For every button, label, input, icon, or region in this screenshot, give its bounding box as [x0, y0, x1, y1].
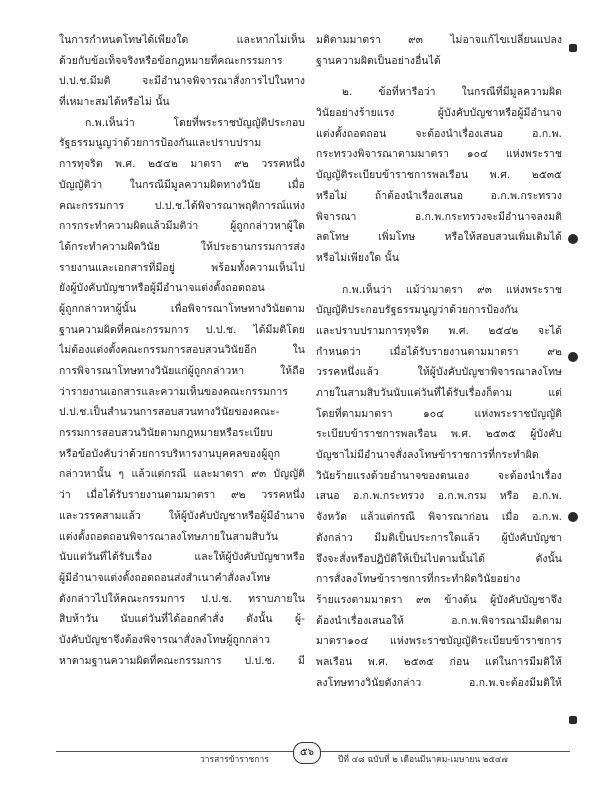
text-line: ฐานความผิดเป็นอย่างอื่นได้	[316, 54, 441, 67]
text-line: ก.พ.เห็นว่า แม้ว่ามาตรา ๙๓ แห่งพระราช	[342, 283, 562, 296]
text-line: ร้ายแรงตามมาตรา ๙๓ ข้างต้น ผู้บังคับบัญชาจึง	[316, 593, 562, 606]
text-line: และปราบปรามการทุจริต พ.ศ. ๒๕๔๒ จะได้	[316, 324, 562, 337]
text-line: กระทรวงพิจารณาตามมาตรา ๑๐๔ แห่งพระราช	[316, 148, 562, 161]
text-line: เสนอ อ.ก.พ.กระทรวง อ.ก.พ.กรม หรือ อ.ก.พ.	[316, 490, 562, 503]
text-line: มาตรา๑๐๔ แห่งพระราชบัญญัติระเบียบข้าราชการ	[316, 635, 562, 648]
text-line: ฐานความผิดที่คณะกรรมการ ป.ป.ช. ได้มีมติโดย	[59, 323, 305, 336]
text-line: มติตามมาตรา ๙๓ ไม่อาจแก้ไขเปลี่ยนแปลง	[316, 34, 562, 46]
binder-hole-lower	[568, 512, 578, 522]
text-line: คณะกรรมการ ป.ป.ช.ได้พิจารณาพฤติการณ์แห่ง	[59, 199, 305, 212]
text-line: โดยที่ตามมาตรา ๑๐๔ แห่งพระราชบัญญัติ	[316, 407, 562, 420]
text-line: ภายในสามสิบวันนับแต่วันที่ได้รับเรื่องก็ตาม แต่	[316, 387, 562, 399]
right-column-continuation	[316, 30, 562, 71]
text-line: ลงโทษทางวินัยดังกล่าว อ.ก.พ.จะต้องมีมติให้	[316, 676, 562, 689]
text-line: แต่งตั้งถอดถอน จะต้องนำเรื่องเสนอ อ.ก.พ.	[316, 127, 562, 140]
text-line: แต่งตั้งถอดถอนพิจารณาลงโทษภายในสามสิบวัน	[59, 530, 279, 543]
text-line: วรรคหนึ่งแล้ว ให้ผู้บังคับบัญชาพิจารณาลงโทษ	[316, 366, 562, 379]
text-line: ก.พ.เห็นว่า โดยที่พระราชบัญญัติประกอบ	[85, 116, 305, 129]
text-line: หาตามฐานความผิดที่คณะกรรมการ ป.ป.ช. มี	[59, 654, 305, 667]
text-line: จังหวัด แล้วแต่กรณี พิจารณาก่อน เมื่อ อ.ก.พ.	[316, 511, 562, 524]
text-line: ว่า เมื่อได้รับรายงานตามมาตรา ๙๒ วรรคหนึ่ง	[59, 489, 305, 502]
text-line: การกระทำความผิดแล้วมีมติว่า ผู้ถูกกล่าวหาผู้ใด	[59, 220, 305, 233]
text-line: ด้วยกับข้อเท็จจริงหรือข้อกฎหมายที่คณะกรรมการ	[59, 54, 283, 67]
text-line: การทุจริต พ.ศ. ๒๕๔๒ มาตรา ๙๒ วรรคหนึ่ง	[59, 158, 305, 171]
text-line: รัฐธรรมนูญว่าด้วยการป้องกันและปราบปราม	[59, 137, 262, 150]
binder-hole-middle	[568, 352, 578, 362]
text-line: กล่าวหานั้น ๆ แล้วแต่กรณี และมาตรา ๙๓ บัญญัติ	[59, 468, 305, 481]
text-line: ว่ารายงานเอกสารและความเห็นของคณะกรรมการ	[59, 385, 288, 398]
text-line: ดังกล่าว มีมติเป็นประการใดแล้ว ผู้บังคับบัญชา	[316, 531, 562, 544]
text-line: ต้องนำเรื่องเสนอให้ อ.ก.พ.พิจารณามีมติตาม	[316, 614, 562, 627]
text-line: การสั่งลงโทษข้าราชการที่กระทำผิดวินัยอย่าง	[316, 573, 521, 586]
text-line: บัญญัติระเบียบข้าราชการพลเรือน พ.ศ. ๒๕๓๕	[316, 169, 562, 182]
text-line: วินัยร้ายแรงด้วยอำนาจของตนเอง จะต้องนำเรื่อง	[316, 469, 562, 482]
right-column	[316, 30, 562, 693]
text-line: สิบห้าวัน นับแต่วันที่ได้ออกคำสั่ง ดังนั้น ผู้-	[59, 613, 305, 626]
text-line: จึงจะสั่งหรือปฏิบัติให้เป็นไปตามนั้นได้ ดังนั้น	[316, 552, 562, 565]
margin-mark-top	[569, 44, 577, 52]
binder-hole-upper	[568, 234, 578, 244]
text-line: ในการกำหนดโทษได้เพียงใด และหากไม่เห็น	[59, 34, 305, 46]
text-line: บัญญัติประกอบรัฐธรรมนูญว่าด้วยการป้องกัน	[316, 304, 519, 317]
opinion-two-paragraph	[316, 280, 562, 694]
text-line: หรือไม่ ถ้าต้องนำเรื่องเสนอ อ.ก.พ.กระทรวง	[316, 189, 562, 202]
text-line: กรรมการสอบสวนวินัยตามกฎหมายหรือระเบียบ	[59, 427, 273, 440]
text-line: ผู้มีอำนาจแต่งตั้งถอดถอนส่งสำเนาคำสั่งลงโทษ	[59, 571, 271, 584]
text-line: และวรรคสามแล้ว ให้ผู้บังคับบัญชาหรือผู้มีอำนาจ	[59, 509, 305, 522]
text-line: ดังกล่าวไปให้คณะกรรมการ ป.ป.ช. ทราบภายใน	[59, 592, 305, 605]
text-line: ลดโทษ เพิ่มโทษ หรือให้สอบสวนเพิ่มเติมได้	[316, 231, 562, 244]
text-line: ยังผู้บังคับบัญชาหรือผู้มีอำนาจแต่งตั้งถอดถอน	[59, 282, 265, 295]
footer-journal-title: วารสารข้าราชการ	[200, 755, 269, 765]
text-line: หรือข้อบังคับว่าด้วยการบริหารงานบุคคลของผู้ถูก	[59, 447, 281, 460]
text-line: ระเบียบข้าราชการพลเรือน พ.ศ. ๒๕๓๕ ผู้บังคับ	[316, 428, 562, 441]
text-line: หรือไม่เพียงใด นั้น	[316, 251, 400, 264]
question-two-paragraph	[316, 82, 562, 268]
text-line: วินัยอย่างร้ายแรง ผู้บังคับบัญชาหรือผู้มีอำนาจ	[316, 107, 562, 120]
text-line: พลเรือน พ.ศ. ๒๕๓๕ ก่อน แต่ในการมีมติให้	[316, 655, 562, 668]
text-line: ๒. ข้อที่หารือว่า ในกรณีที่มีมูลความผิด	[342, 86, 562, 99]
text-line: การพิจารณาโทษทางวินัยแก่ผู้ถูกกล่าวหา ให้ถือ	[59, 365, 305, 377]
text-line: ได้กระทำความผิดวินัย ให้ประธานกรรมการส่ง	[59, 240, 305, 253]
text-line: ป.ป.ช.เป็นสำนวนการสอบสวนทางวินัยของคณะ-	[59, 406, 280, 419]
text-line: บังคับบัญชาจึงต้องพิจารณาสั่งลงโทษผู้ถูกกล่าว	[59, 633, 271, 646]
text-line: ผู้ถูกกล่าวหาผู้นั้น เพื่อพิจารณาโทษทางวินัยตาม	[59, 302, 305, 315]
text-line: บัญญัติว่า ในกรณีมีมูลความผิดทางวินัย เมื่อ	[59, 178, 305, 191]
text-line: พิจารณา อ.ก.พ.กระทรวงจะมีอำนาจลงมติ	[316, 210, 562, 223]
margin-mark-bottom	[569, 716, 577, 724]
text-line: ที่เหมาะสมได้หรือไม่ นั้น	[59, 96, 170, 109]
text-line: ไม่ต้องแต่งตั้งคณะกรรมการสอบสวนวินัยอีก ใน	[59, 344, 305, 357]
text-line: รายงานและเอกสารที่มีอยู่ พร้อมทั้งความเห็นไป	[59, 261, 305, 274]
text-line: กำหนดว่า เมื่อได้รับรายงานตามมาตรา ๙๒	[316, 345, 562, 358]
text-line: ป.ป.ช.มีมติ จะมีอำนาจพิจารณาสั่งการไปในทาง	[59, 75, 305, 88]
page-number: ๕๖	[293, 742, 321, 764]
footer-issue-info: ปีที่ ๔๘ ฉบับที่ ๒ เดือนมีนาคม-เมษายน ๒๕๔๗	[338, 755, 508, 765]
text-line: บัญชาไม่มีอำนาจสั่งลงโทษข้าราชการที่กระทำผิด	[316, 449, 539, 462]
text-line: นับแต่วันที่ได้รับเรื่อง และให้ผู้บังคับบัญชาหรือ	[59, 551, 305, 564]
left-column	[59, 30, 305, 671]
